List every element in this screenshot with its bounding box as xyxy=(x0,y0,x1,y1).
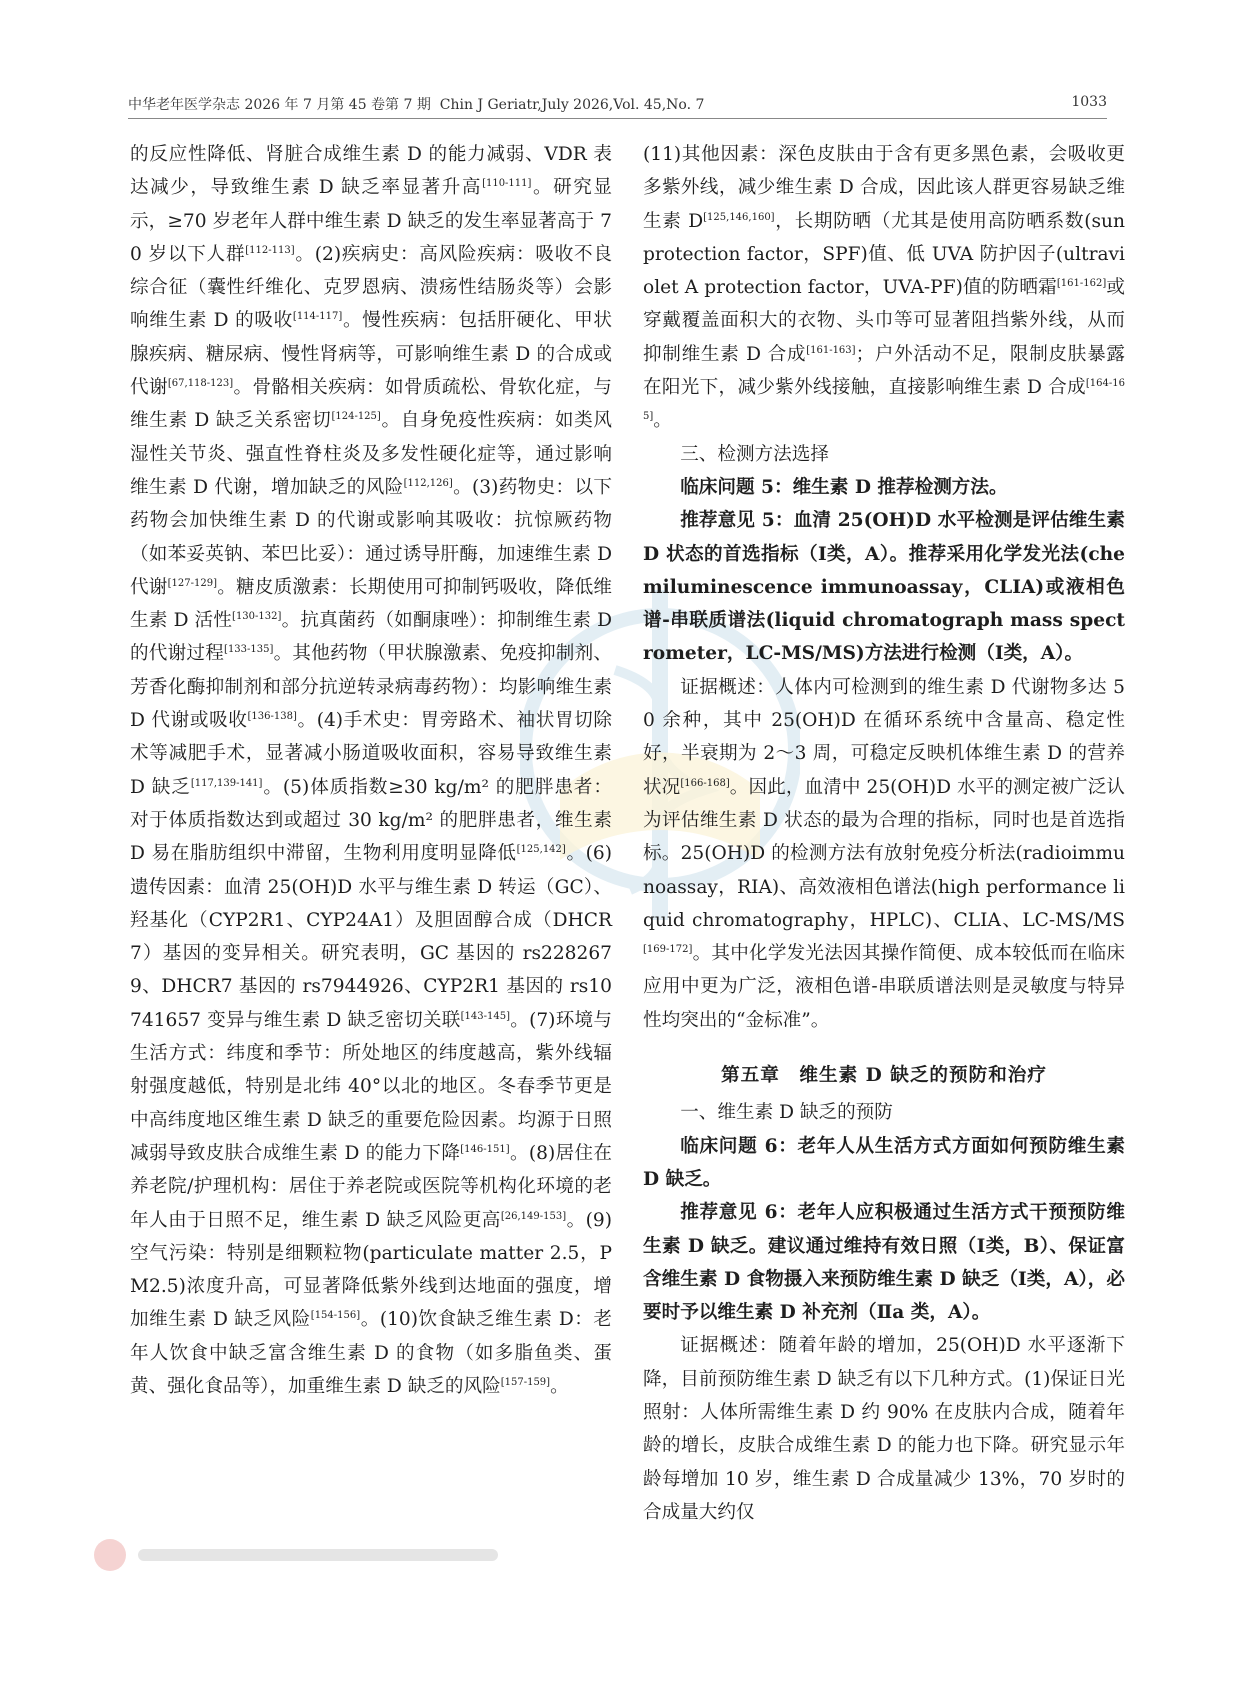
running-header xyxy=(128,88,1107,116)
journal-citation xyxy=(128,94,704,114)
header-rule xyxy=(128,118,1107,119)
left-column xyxy=(130,138,612,1403)
chapter-heading: 第五章 维生素 D 缺乏的预防和治疗 xyxy=(721,1065,1047,1087)
right-column xyxy=(643,138,1125,1529)
clinical-question-5: 临床问题 5：维生素 D 推荐检测方法。 xyxy=(680,476,1008,498)
other-factors-paragraph: (11)其他因素：深色皮肤由于含有更多黑色素，会吸收更多紫外线，减少维生素 D 合成，因此该人群更容易缺乏维生素 D[125,146,160]，长期防晒（尤其是使用高防晒系数(sun protection factor，SPF)值、低 UVA 防护因子(ultraviolet A protection factor，UVA-PF)值的防晒霜[161-162]或穿戴覆盖面积大的衣物、头巾等可显著阻挡紫外线，从而抑制维生素 D 合成[161-163]；户外活动不足，限制皮肤暴露在阳光下，减少紫外线接触，直接影响维生素 D 合成[164-165]。 xyxy=(643,144,1125,432)
page-number: 1033 xyxy=(1071,94,1107,110)
section-heading-detection: 三、检测方法选择 xyxy=(680,443,829,465)
recommendation-5: 推荐意见 5：血清 25(OH)D 水平检测是评估维生素 D 状态的首选指标（Ⅰ类，A）。推荐采用化学发光法(chemiluminescence immunoassay，CLIA)或液相色谱-串联质谱法(liquid chromatograph mass spectrometer，LC-MS/MS)方法进行检测（Ⅰ类，A）。 xyxy=(643,510,1125,665)
risk-factors-paragraph: 的反应性降低、肾脏合成维生素 D 的能力减弱、VDR 表达减少，导致维生素 D 缺乏率显著升高[110-111]。研究显示，≥70 岁老年人群中维生素 D 缺乏的发生率显著高于 70 岁以下人群[112-113]。(2)疾病史：高风险疾病：吸收不良综合征（囊性纤维化、克罗恩病、溃疡性结肠炎等）会影响维生素 D 的吸收[114-117]。慢性疾病：包括肝硬化、甲状腺疾病、糖尿病、慢性肾病等，可影响维生素 D 的合成或代谢[67,118-123]。骨骼相关疾病：如骨质疏松、骨软化症，与维生素 D 缺乏关系密切[124-125]。自身免疫性疾病：如类风湿性关节炎、强直性脊柱炎及多发性硬化症等，通过影响维生素 D 代谢，增加缺乏的风险[112,126]。(3)药物史：以下药物会加快维生素 D 的代谢或影响其吸收：抗惊厥药物（如苯妥英钠、苯巴比妥）：通过诱导肝酶，加速维生素 D 代谢[127-129]。糖皮质激素：长期使用可抑制钙吸收，降低维生素 D 活性[130-132]。抗真菌药（如酮康唑）：抑制维生素 D 的代谢过程[133-135]。其他药物（甲状腺激素、免疫抑制剂、芳香化酶抑制剂和部分抗逆转录病毒药物）：均影响维生素 D 代谢或吸收[136-138]。(4)手术史：胃旁路术、袖状胃切除术等减肥手术，显著减小肠道吸收面积，容易导致维生素 D 缺乏[117,139-141]。(5)体质指数≥30 kg/m² 的肥胖患者：对于体质指数达到或超过 30 kg/m² 的肥胖患者，维生素 D 易在脂肪组织中滞留，生物利用度明显降低[125,142]。(6)遗传因素：血清 25(OH)D 水平与维生素 D 转运（GC）、羟基化（CYP2R1、CYP24A1）及胆固醇合成（DHCR7）基因的变异相关。研究表明，GC 基因的 rs2282679、DHCR7 基因的 rs7944926、CYP2R1 基因的 rs10741657 变异与维生素 D 缺乏密切关联[143-145]。(7)环境与生活方式：纬度和季节：所处地区的纬度越高，紫外线辐射强度越低，特别是北纬 40°以北的地区。冬春季节更是中高纬度地区维生素 D 缺乏的重要危险因素。均源于日照减弱导致皮肤合成维生素 D 的能力下降[146-151]。(8)居住在养老院/护理机构：居住于养老院或医院等机构化环境的老年人由于日照不足，维生素 D 缺乏风险更高[26,149-153]。(9)空气污染：特别是细颗粒物(particulate matter 2.5，PM2.5)浓度升高，可显著降低紫外线到达地面的强度，增加维生素 D 缺乏风险[154-156]。(10)饮食缺乏维生素 D：老年人饮食中缺乏富含维生素 D 的食物（如多脂鱼类、蛋黄、强化食品等），加重维生素 D 缺乏的风险[157-159]。 xyxy=(130,144,613,1397)
evidence-summary-5: 证据概述：人体内可检测到的维生素 D 代谢物多达 50 余种，其中 25(OH)D 在循环系统中含量高、稳定性好，半衰期为 2～3 周，可稳定反映机体维生素 D 的营养状况[166-168]。因此，血清中 25(OH)D 水平的测定被广泛认为评估维生素 D 状态的最为合理的指标，同时也是首选指标。25(OH)D 的检测方法有放射免疫分析法(radioimmunoassay，RIA)、高效液相色谱法(high performance liquid chromatography，HPLC)、CLIA、LC-MS/MS[169-172]。其中化学发光法因其操作简便、成本较低而在临床应用中更为广泛，液相色谱-串联质谱法则是灵敏度与特异性均突出的“金标准”。 xyxy=(643,676,1125,1031)
section-heading-prevention: 一、维生素 D 缺乏的预防 xyxy=(680,1102,893,1124)
publisher-logo-icon xyxy=(90,1535,510,1575)
recommendation-6: 推荐意见 6：老年人应积极通过生活方式干预预防维生素 D 缺乏。建议通过维持有效日照（Ⅰ类，B）、保证富含维生素 D 食物摄入来预防维生素 D 缺乏（Ⅰ类，A），必要时予以维生素 D 补充剂（Ⅱa 类，A）。 xyxy=(643,1202,1125,1324)
journal-title-en: Chin J Geriatr,July 2026,Vol. 45,No. 7 xyxy=(439,97,705,113)
journal-title-cn: 中华老年医学杂志 2026 年 7 月第 45 卷第 7 期 xyxy=(128,97,431,113)
clinical-question-6: 临床问题 6：老年人从生活方式方面如何预防维生素 D 缺乏。 xyxy=(643,1135,1125,1190)
evidence-summary-6: 证据概述：随着年龄的增加，25(OH)D 水平逐渐下降，目前预防维生素 D 缺乏有以下几种方式。(1)保证日光照射：人体所需维生素 D 约 90% 在皮肤内合成，随着年龄的增长，皮肤合成维生素 D 的能力也下降。研究显示年龄每增加 10 岁，维生素 D 合成量减少 13%，70 岁时的合成量大约仅 xyxy=(643,1335,1125,1523)
